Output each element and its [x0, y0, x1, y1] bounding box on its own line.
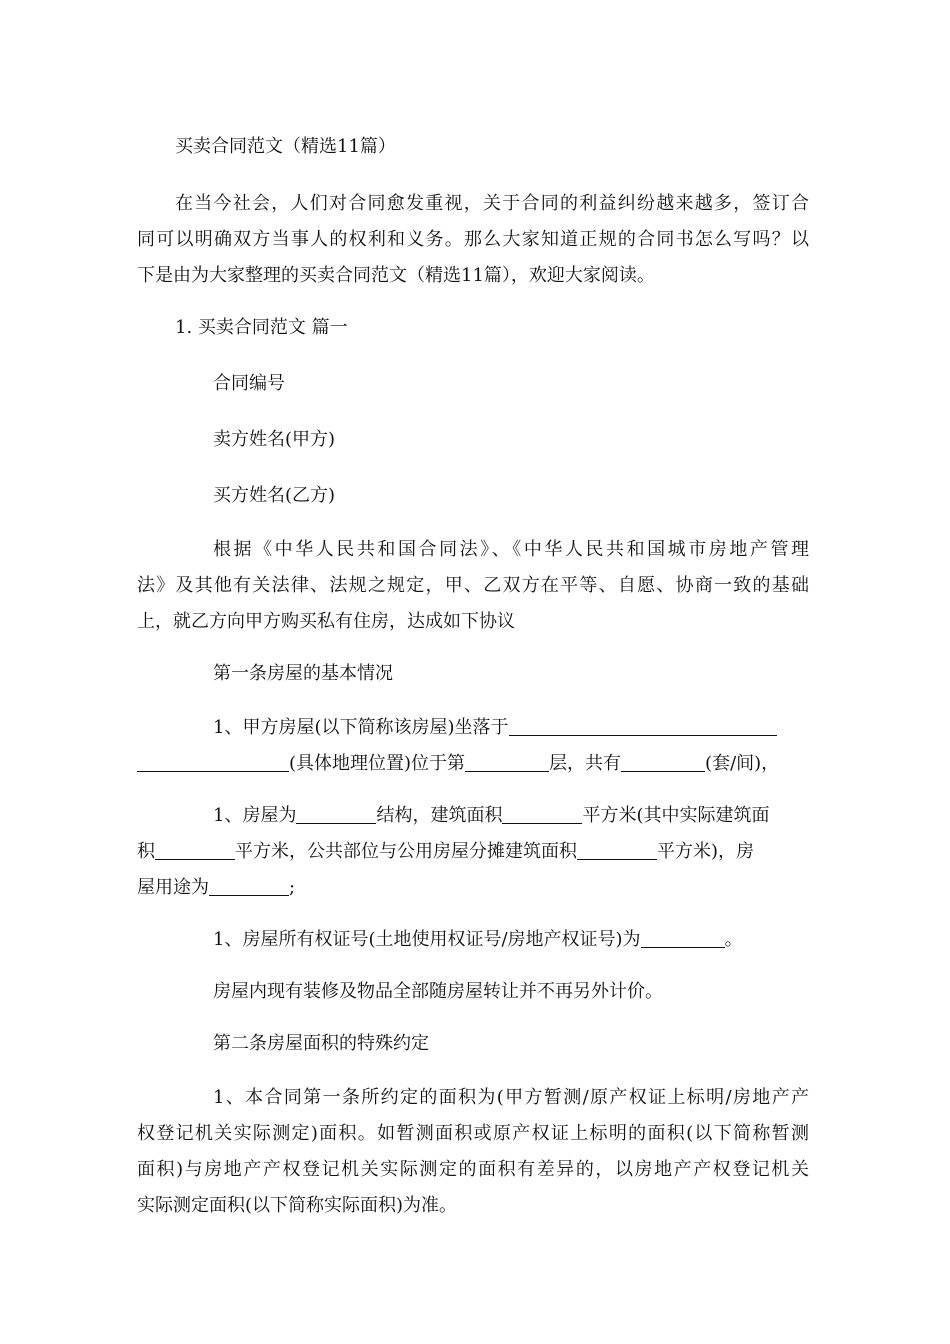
- art1-item2-line2: [137, 834, 754, 870]
- art1-item2-line1: [213, 798, 769, 834]
- art1-item2-text-g: 屋用途为: [137, 877, 209, 898]
- basis-line-2: 法》及其他有关法律、法规之规定，甲、乙双方在平等、自愿、协商一致的基础: [137, 575, 809, 596]
- location-blank: [509, 713, 777, 736]
- art1-item4-line: 房屋内现有装修及物品全部随房屋转让并不再另外计价。: [213, 981, 663, 1002]
- art1-item1-text-d: (套/间)，: [705, 753, 780, 774]
- art1-item1-text-b: (具体地理位置)位于第: [289, 753, 466, 774]
- art2-line-2: 权登记机关实际测定)面积。如暂测面积或原产权证上标明的面积(以下简称暂测: [137, 1123, 809, 1144]
- art1-item2-text-a: 1、房屋为: [213, 805, 297, 826]
- usage-blank: [209, 873, 289, 896]
- intro-line-2: 同可以明确双方当事人的权利和义务。那么大家知道正规的合同书怎么写吗？以: [137, 229, 809, 250]
- art1-item3-text-a: 1、房屋所有权证号(土地使用权证号/房地产权证号)为: [213, 929, 641, 950]
- art1-item1-text-a: 1、甲方房屋(以下简称该房屋)坐落于: [213, 717, 509, 738]
- art1-item2-text-b: 结构，建筑面积: [376, 805, 503, 826]
- document-title: 买卖合同范文（精选11篇）: [175, 136, 396, 157]
- seller-name-label: 卖方姓名(甲方): [213, 429, 336, 450]
- buyer-name-label: 买方姓名(乙方): [213, 485, 336, 506]
- shared-area-blank: [577, 837, 657, 860]
- art1-item2-text-f: 平方米)，房: [657, 841, 755, 862]
- art1-item1-text-c: 层，共有: [549, 753, 622, 774]
- art1-item1-line2: [137, 746, 779, 782]
- article-1-title: 第一条房屋的基本情况: [213, 663, 393, 684]
- floor-blank: [465, 749, 549, 772]
- art2-line-3: 面积)与房地产产权登记机关实际测定的面积有差异的，以房地产产权登记机关: [137, 1159, 809, 1180]
- structure-blank: [296, 801, 376, 824]
- art2-line-1: 1、本合同第一条所约定的面积为(甲方暂测/原产权证上标明/房地产产: [213, 1087, 809, 1108]
- art1-item2-text-d: 积: [137, 841, 155, 862]
- actual-area-blank: [155, 837, 235, 860]
- article-2-title: 第二条房屋面积的特殊约定: [213, 1033, 429, 1054]
- section-heading: 1. 买卖合同范文 篇一: [175, 317, 348, 338]
- art1-item2-text-h: ;: [289, 877, 296, 898]
- intro-line-1: 在当今社会，人们对合同愈发重视，关于合同的利益纠纷越来越多，签订合: [175, 193, 809, 214]
- art1-item2-line3: [137, 870, 295, 906]
- art1-item3-text-b: 。: [724, 929, 743, 950]
- art1-item1-line1: [213, 710, 777, 746]
- art1-item3-line: [213, 922, 743, 958]
- units-blank: [621, 749, 705, 772]
- art2-line-4: 实际测定面积(以下简称实际面积)为准。: [137, 1195, 458, 1216]
- address-blank: [137, 749, 289, 772]
- basis-line-3: 上，就乙方向甲方购买私有住房，达成如下协议: [137, 611, 515, 632]
- intro-line-3: 下是由为大家整理的买卖合同范文（精选11篇），欢迎大家阅读。: [137, 265, 655, 286]
- contract-number-label: 合同编号: [213, 373, 285, 394]
- certificate-no-blank: [641, 925, 725, 948]
- floor-area-blank: [502, 801, 582, 824]
- art1-item2-text-e: 平方米，公共部位与公用房屋分摊建筑面积: [235, 841, 577, 862]
- basis-line-1: 根据《中华人民共和国合同法》、《中华人民共和国城市房地产管理: [213, 539, 809, 560]
- art1-item2-text-c: 平方米(其中实际建筑面: [582, 805, 770, 826]
